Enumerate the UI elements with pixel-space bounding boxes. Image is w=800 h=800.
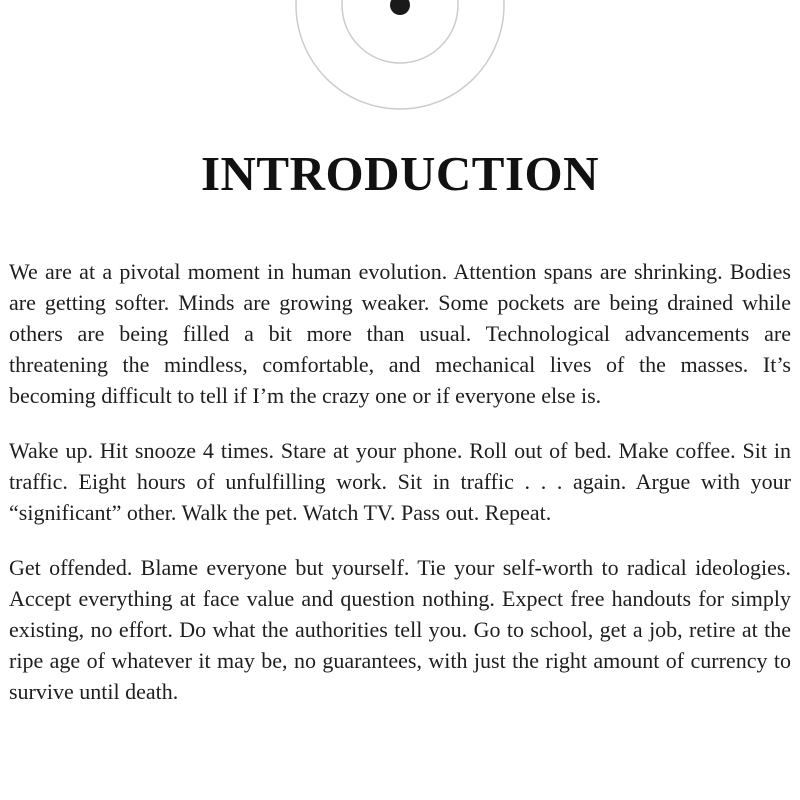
paragraph-1: We are at a pivotal moment in human evolution. Attention spans are shrinking. Bodies are getting softer. Minds are growing weaker. Some pockets are being drained while others are being filled a bit more than usual. Technological advancements are threatening the mindless, comfortable, and mechanical lives of the masses. It’s becoming difficult to tell if I’m the crazy one or if everyone else is. — [9, 259, 791, 408]
concentric-circles-icon — [0, 0, 800, 120]
paragraph-2: Wake up. Hit snooze 4 times. Stare at your phone. Roll out of bed. Make coffee. Sit in traffic. Eight hours of unfulfilling work. Sit in traffic . . . again. Argue with your “significant” other. Walk the pet. Watch TV. Pass out. Repeat. — [9, 438, 791, 525]
ornament-outer-ring — [296, 0, 504, 109]
chapter-title: INTRODUCTION — [200, 146, 600, 201]
ornament-center-dot — [390, 0, 410, 15]
paragraph-3: Get offended. Blame everyone but yourself. Tie your self-worth to radical ideologies. Accept everything at face value and question nothing. Expect free handouts for simply existing, no effort. Do what the authorities tell you. Go to school, get a job, retire at the ripe age of whatever it may be, no guarantees, with just the right amount of currency to survive until death. — [9, 555, 791, 704]
body-text — [9, 256, 791, 731]
